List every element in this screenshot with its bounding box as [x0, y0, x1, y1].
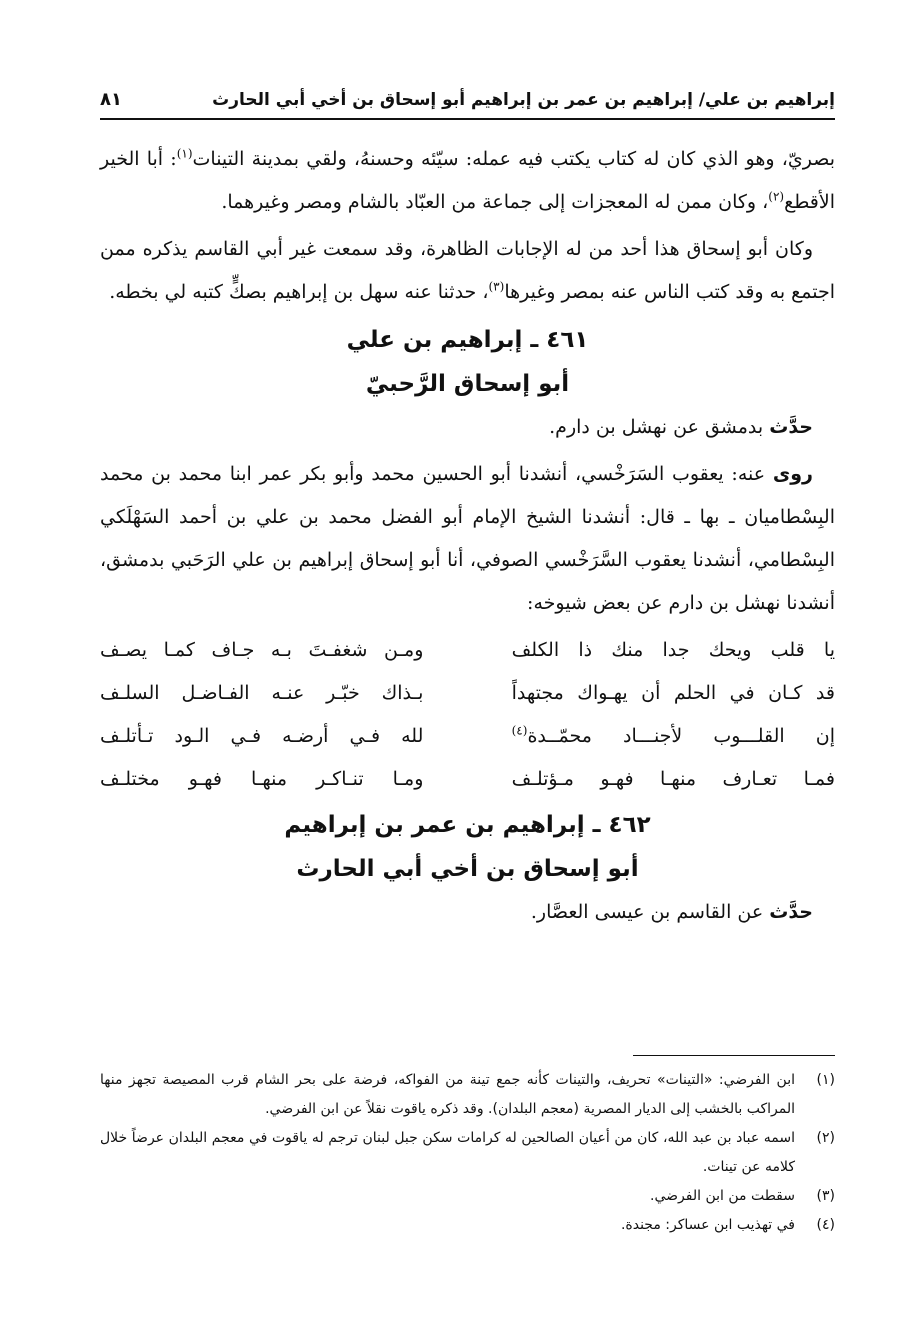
footnote-number: (١) [816, 1072, 835, 1088]
poem [100, 629, 835, 801]
footnote [100, 1211, 835, 1240]
poem-verse [100, 629, 835, 672]
paragraph-1-part-1: بصريّ، وهو الذي كان له كتاب يكتب فيه عمله: سيّئه وحسنهُ، ولقي بمدينة التينات [192, 148, 835, 170]
entry-461-hadith [100, 406, 835, 449]
poem-verse [100, 715, 835, 758]
hadith-text: عن القاسم بن عيسى العصَّار. [530, 901, 770, 923]
poem-first-hemistich-text: إن القلـــوب لأجنـــاد محمّــدة [527, 725, 835, 747]
poem-verse [100, 758, 835, 801]
footnote [100, 1066, 835, 1124]
paragraph-1 [100, 138, 835, 224]
poem-first-hemistich: يا قلب ويحك جدا منك ذا الكلف [511, 639, 835, 661]
poem-second-hemistich: ومـن شغفـتَ بـه جـاف كمـا يصـف [100, 639, 424, 661]
footnote-ref-3: (٣) [488, 279, 505, 294]
footnote-number: (٤) [816, 1217, 835, 1233]
footnote [100, 1182, 835, 1211]
paragraph-2-part-2: ، حدثنا عنه سهل بن إبراهيم بصكٍّ كتبه لي بخطه. [109, 281, 489, 303]
poem-verse [100, 672, 835, 715]
paragraph-2-part-1: وكان أبو إسحاق هذا أحد من له الإجابات الظاهرة، وقد سمعت غير أبي القاسم يذكره ممن اجتمع به وقد كتب الناس عنه بمصر وغيرها [100, 238, 835, 303]
main-text [100, 138, 835, 938]
hadith-text: بدمشق عن نهشل بن دارم. [549, 416, 770, 438]
entry-462-title-line-2: أبو إسحاق بن أخي أبي الحارث [296, 856, 639, 882]
footnote-ref-4: (٤) [511, 723, 528, 738]
hadith-label: حدَّث [769, 416, 813, 438]
hadith-label: حدَّث [769, 901, 813, 923]
paragraph-2 [100, 228, 835, 314]
poem-first-hemistich: قد كـان في الحلم أن يهـواك مجتهداً [511, 682, 835, 704]
header-divider [100, 118, 835, 120]
footnote-text: سقطت من ابن الفرضي. [650, 1188, 795, 1204]
riwaya-text: عنه: يعقوب السَرَخْسي، أنشدنا أبو الحسين محمد وأبو بكر عمر ابنا محمد بن محمد البِسْطاميان ـ بها ـ قال: أنشدنا الشيخ الإمام أبو الفضل محمد بن علي بن أحمد السَهْلَكي البِسْطامي، أنشدنا يعقوب السَّرَخْسي الصوفي، أنا أبو إسحاق إبراهيم بن علي الرَحَبي بدمشق، أنشدنا نهشل بن دارم عن بعض شيوخه: [100, 463, 835, 614]
riwaya-label: روى [772, 463, 813, 485]
footnote-text: اسمه عباد بن عبد الله، كان من أعيان الصالحين له كرامات سكن جبل لبنان ترجم له ياقوت في معجم البلدان عرضاً خلال كلامه عن تينات. [100, 1130, 795, 1175]
poem-second-hemistich: لله فـي أرضـه فـي الـود تـأتلـف [100, 725, 424, 747]
entry-461-title [100, 318, 835, 406]
footnote-number: (٣) [816, 1188, 835, 1204]
entry-462-title-line-1: ٤٦٢ ـ إبراهيم بن عمر بن إبراهيم [284, 812, 651, 838]
poem-first-hemistich: فمـا تعـارف منهـا فهـو مـؤتلـف [511, 768, 835, 790]
page-header [100, 80, 835, 110]
footnote-ref-1: (١) [176, 146, 193, 161]
entry-461-riwaya [100, 453, 835, 625]
poem-second-hemistich: ومـا تنـاكـر منهـا فهـو مختلـف [100, 768, 424, 790]
footnote-divider [633, 1055, 835, 1056]
paragraph-1-part-2: : أبا الخير الأقطع [100, 148, 835, 213]
entry-461-title-line-2: أبو إسحاق الرَّحبيّ [365, 371, 570, 397]
page-number: ٨١ [100, 89, 122, 110]
footnote-text: في تهذيب ابن عساكر: مجندة. [620, 1217, 795, 1233]
entry-462-hadith [100, 891, 835, 934]
footnote-text: ابن الفرضي: «التينات» تحريف، والتينات كأنه جمع تينة من الفواكه، فرضة على بحر الشام قرب المصيصة تجهز منها المراكب بالخشب إلى الديار المصرية (معجم البلدان). وقد ذكره ياقوت نقلاً عن ابن الفرضي. [100, 1072, 795, 1117]
footnote-ref-2: (٢) [768, 189, 785, 204]
footnotes [100, 1066, 835, 1240]
running-title: إبراهيم بن علي/ إبراهيم بن عمر بن إبراهيم أبو إسحاق بن أخي أبي الحارث [212, 90, 835, 110]
entry-461-title-line-1: ٤٦١ ـ إبراهيم بن علي [346, 327, 589, 353]
poem-first-hemistich [512, 715, 835, 758]
footnote [100, 1124, 835, 1182]
paragraph-1-part-3: ، وكان ممن له المعجزات إلى جماعة من العبّاد بالشام ومصر وغيرهما. [221, 191, 769, 213]
poem-second-hemistich: بـذاك خبّـر عنـه الفـاضـل السلـف [100, 682, 424, 704]
entry-462-title [100, 803, 835, 891]
footnote-number: (٢) [816, 1130, 835, 1146]
